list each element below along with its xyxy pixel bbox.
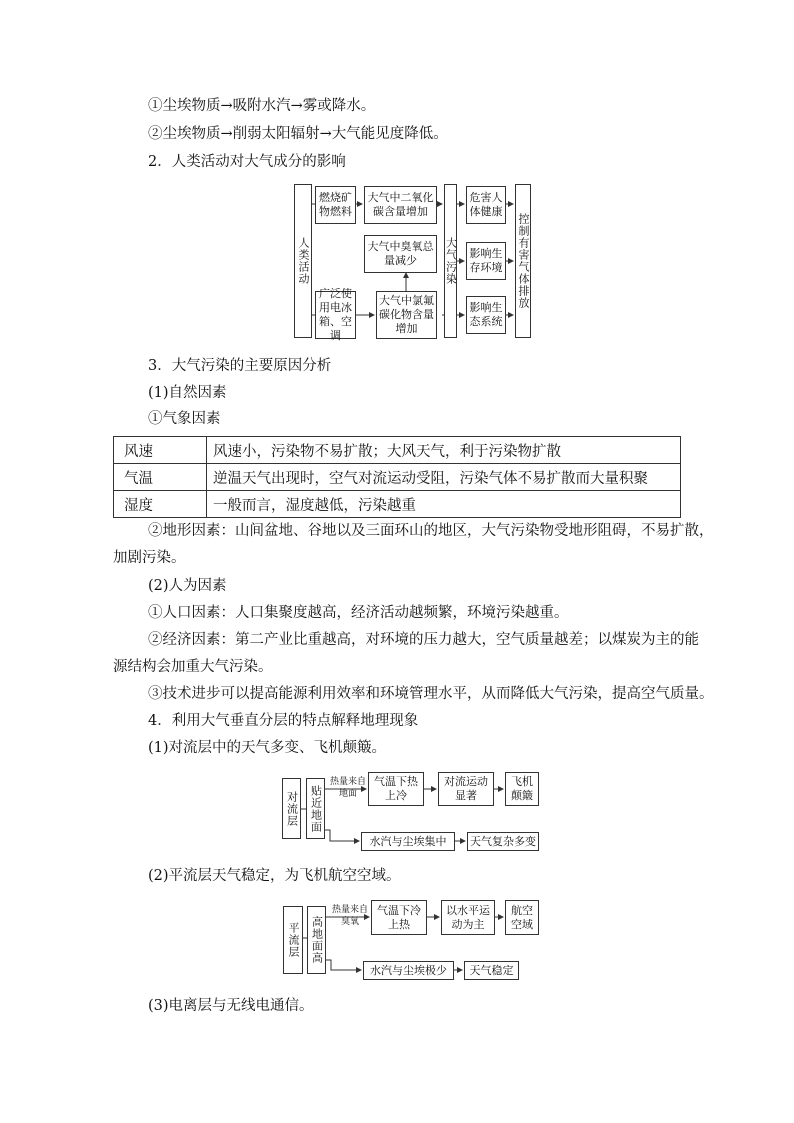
control-emission-box: 控制有害气体排放 — [515, 184, 531, 338]
convection-box: 对流运动显著 — [438, 772, 494, 806]
fossil-fuel-box: 燃烧矿物燃料 — [315, 186, 356, 224]
table-cell-factor: 湿度 — [114, 491, 207, 518]
co2-increase-box: 大气中二氧化碳含量增加 — [364, 186, 437, 224]
heading-troposphere: (1)对流层中的天气多变、飞机颠簸。 — [148, 740, 387, 756]
health-harm-box: 危害人体健康 — [466, 186, 506, 224]
high-ground-box: 高地面高 — [307, 906, 326, 974]
table-cell-desc: 风速小，污染物不易扩散；大风天气，利于污染物扩散 — [207, 437, 681, 464]
text-technology: ③技术进步可以提高能源利用效率和环境管理水平，从而降低大气污染，提高空气质量。 — [148, 686, 714, 702]
heading-meteorological: ①气象因素 — [148, 411, 221, 427]
troposphere-box: 对流层 — [282, 778, 301, 839]
text-dust-radiation: ②尘埃物质→削弱太阳辐射→大气能见度降低。 — [148, 126, 448, 142]
fridge-ac-box: 广泛使用电冰箱、空调 — [315, 291, 356, 339]
stratosphere-box: 平流层 — [283, 906, 303, 974]
table-cell-desc: 逆温天气出现时，空气对流运动受阻，污染气体不易扩散而大量积聚 — [207, 464, 681, 491]
table-cell-factor: 风速 — [114, 437, 207, 464]
near-ground-box: 贴近地面 — [306, 778, 325, 839]
table-cell-desc: 一般而言，湿度越低，污染越重 — [207, 491, 681, 518]
heading-human-activity: 2．人类活动对大气成分的影响 — [148, 154, 346, 170]
heading-human-factors: (2)人为因素 — [148, 578, 227, 594]
heat-from-ground-label: 热量来自地面 — [330, 777, 367, 799]
text-dust-vapor: ①尘埃物质→吸附水汽→雾或降水。 — [148, 98, 376, 114]
text-economy-1: ②经济因素：第二产业比重越高，对环境的压力越大，空气质量越差；以煤炭为主的能 — [148, 632, 699, 648]
heat-from-ozone-label: 热量来自臭氧 — [332, 905, 369, 927]
plane-bumpy-box: 飞机颠簸 — [505, 772, 539, 806]
living-env-box: 影响生存环境 — [466, 242, 506, 280]
heading-vertical-layers: 4．利用大气垂直分层的特点解释地理现象 — [148, 713, 419, 729]
weather-stable-box: 天气稳定 — [464, 961, 519, 980]
ecosystem-box: 影响生态系统 — [466, 296, 506, 334]
air-pollution-box: 大气污染 — [444, 184, 457, 338]
text-terrain-2: 加剧污染。 — [113, 550, 186, 566]
text-economy-2: 源结构会加重大气污染。 — [113, 659, 273, 675]
ozone-decrease-box: 大气中臭氧总量减少 — [364, 235, 437, 273]
text-terrain-1: ②地形因素：山间盆地、谷地以及三面环山的地区，大气污染物受地形阻碍，不易扩散， — [148, 523, 714, 539]
heading-ionosphere: (3)电离层与无线电通信。 — [148, 998, 314, 1014]
heading-pollution-causes: 3．大气污染的主要原因分析 — [148, 358, 332, 374]
temp-down-hot-box: 气温下热上冷 — [368, 772, 424, 806]
cfc-increase-box: 大气中氯氟碳化物含量增加 — [376, 291, 437, 339]
weather-changeable-box: 天气复杂多变 — [467, 832, 539, 851]
temp-down-cold-box: 气温下冷上热 — [371, 900, 427, 935]
heading-stratosphere: (2)平流层天气稳定，为飞机航空空域。 — [148, 868, 401, 884]
heading-natural-factors: (1)自然因素 — [148, 385, 227, 401]
text-population: ①人口因素：人口集聚度越高，经济活动越频繁，环境污染越重。 — [148, 605, 569, 621]
aviation-space-box: 航空空域 — [505, 900, 539, 935]
table-cell-factor: 气温 — [114, 464, 207, 491]
human-activity-box: 人类活动 — [294, 184, 312, 338]
vapor-dust-scarce-box: 水汽与尘埃极少 — [363, 961, 454, 980]
vapor-dust-concentrated-box: 水汽与尘埃集中 — [361, 832, 455, 851]
horizontal-flow-box: 以水平运动为主 — [441, 900, 495, 935]
